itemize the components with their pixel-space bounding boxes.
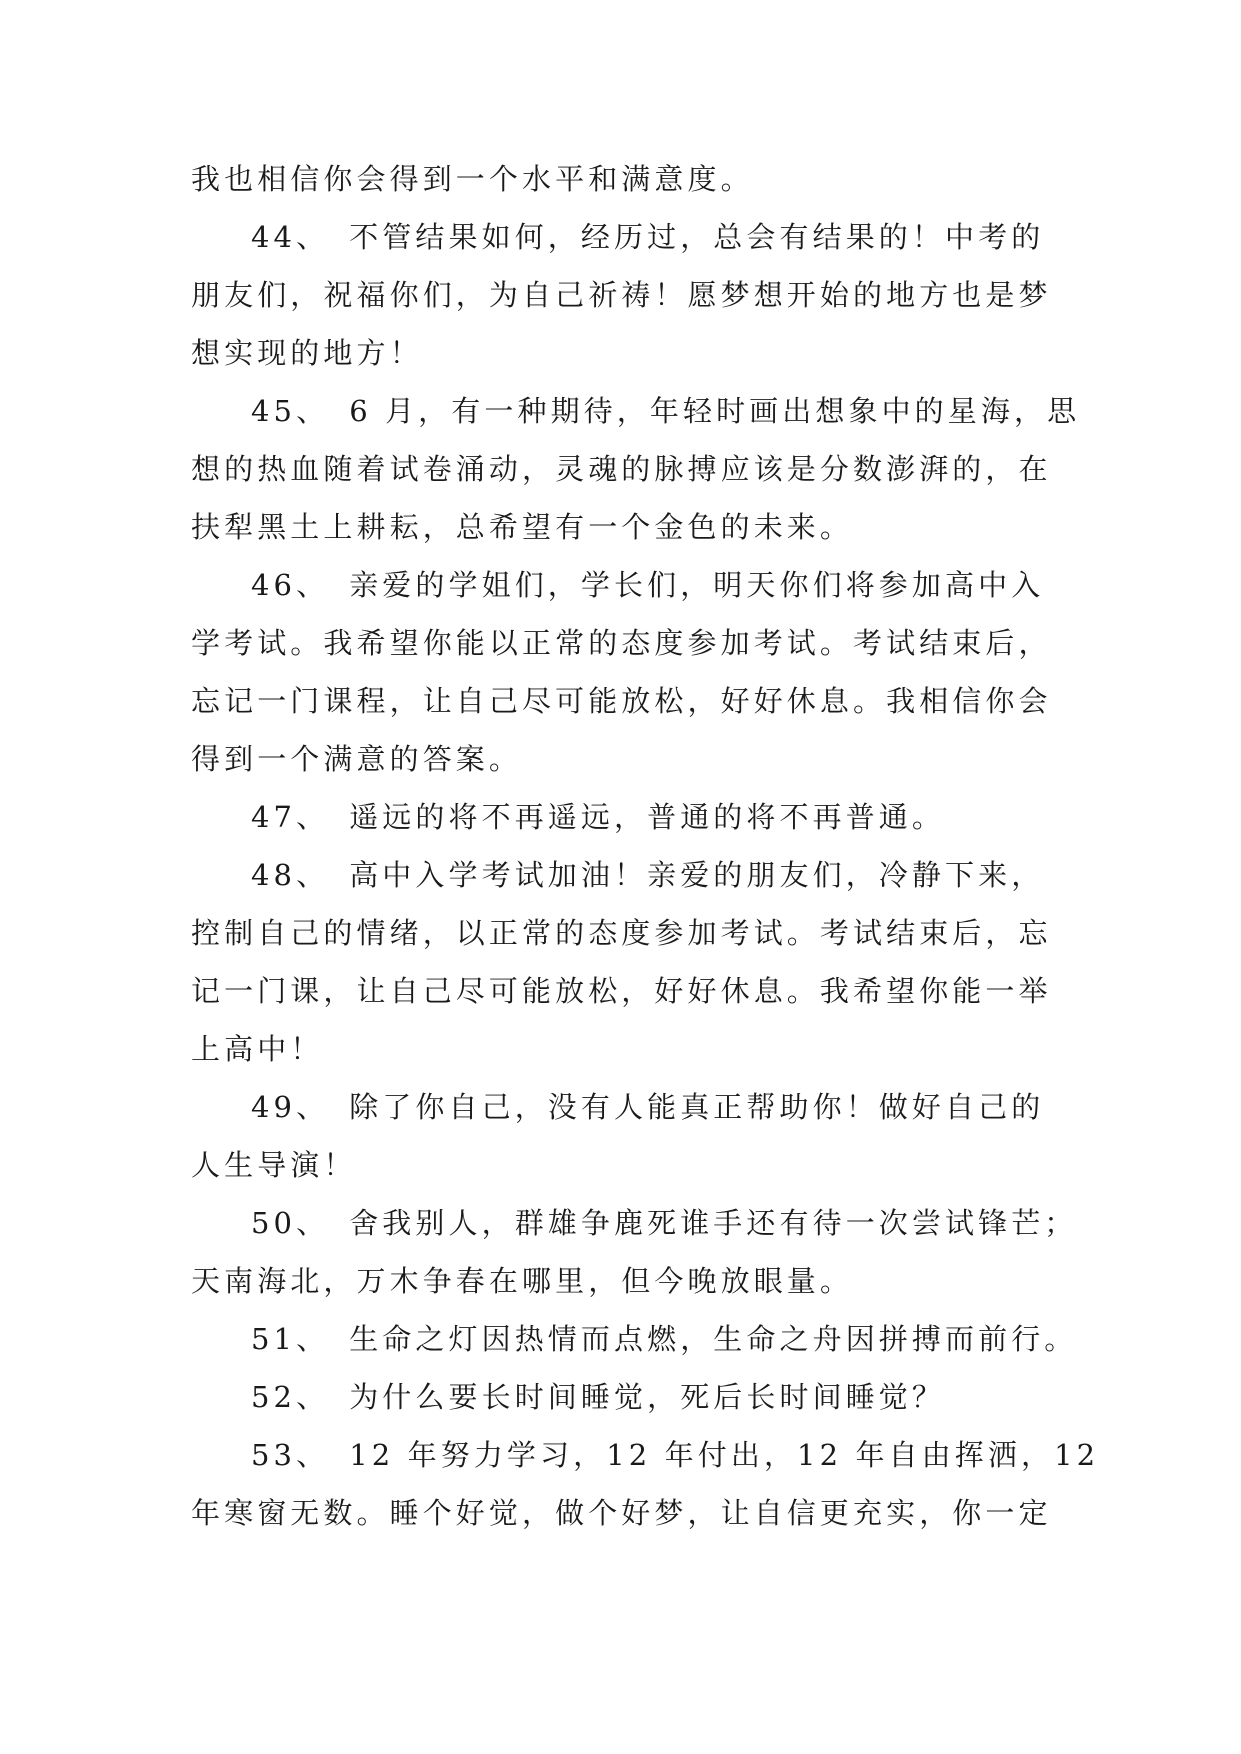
list-item-first-line: [191, 556, 1056, 614]
line-text: 朋友们，祝福你们，为自己祈祷！愿梦想开始的地方也是梦: [191, 278, 1052, 312]
text-line: [191, 440, 1056, 498]
list-item-first-line: [191, 788, 1056, 846]
line-text: 6 月，有一种期待，年轻时画出想象中的星海，思: [349, 394, 1081, 428]
line-text: 不管结果如何，经历过，总会有结果的！中考的: [349, 220, 1045, 254]
line-text: 为什么要长时间睡觉，死后长时间睡觉？: [349, 1380, 946, 1414]
text-line: [191, 150, 1056, 208]
item-number: 44、: [251, 220, 330, 254]
list-item-first-line: [191, 1194, 1078, 1252]
text-line: [191, 730, 1056, 788]
line-text: 控制自己的情绪，以正常的态度参加考试。考试结束后，忘: [191, 916, 1052, 950]
line-text: 遥远的将不再遥远，普通的将不再普通。: [349, 800, 946, 834]
item-number: 45、: [251, 394, 330, 428]
list-item-first-line: [191, 1368, 1056, 1426]
item-number: 50、: [251, 1206, 330, 1240]
line-text: 12 年努力学习，12 年付出，12 年自由挥洒，12: [349, 1438, 1100, 1472]
line-text: 上高中！: [191, 1032, 324, 1066]
line-text: 人生导演！: [191, 1148, 357, 1182]
item-number: 52、: [251, 1380, 330, 1414]
line-text: 忘记一门课程，让自己尽可能放松，好好休息。我相信你会: [191, 684, 1052, 718]
text-line: [191, 266, 1056, 324]
item-number: 47、: [251, 800, 330, 834]
list-item-first-line: [191, 846, 1056, 904]
item-number: 48、: [251, 858, 330, 892]
line-text: 生命之灯因热情而点燃，生命之舟因拼搏而前行。: [349, 1322, 1078, 1356]
line-text: 学考试。我希望你能以正常的态度参加考试。考试结束后，: [191, 626, 1052, 660]
item-number: 51、: [251, 1322, 330, 1356]
line-text: 得到一个满意的答案。: [191, 742, 523, 776]
text-line: [191, 962, 1056, 1020]
line-text: 天南海北，万木争春在哪里，但今晚放眼量。: [191, 1264, 854, 1298]
line-text: 高中入学考试加油！亲爱的朋友们，冷静下来，: [349, 858, 1045, 892]
item-number: 53、: [251, 1438, 330, 1472]
text-line: [191, 1252, 1056, 1310]
line-text: 记一门课，让自己尽可能放松，好好休息。我希望你能一举: [191, 974, 1052, 1008]
line-text: 扶犁黑土上耕耘，总希望有一个金色的未来。: [191, 510, 854, 544]
line-text: 舍我别人，群雄争鹿死谁手还有待一次尝试锋芒；: [349, 1206, 1078, 1240]
list-item-first-line: [191, 1310, 1078, 1368]
text-line: [191, 1020, 1056, 1078]
line-text: 亲爱的学姐们，学长们，明天你们将参加高中入: [349, 568, 1045, 602]
line-text: 想的热血随着试卷涌动，灵魂的脉搏应该是分数澎湃的，在: [191, 452, 1052, 486]
text-line: [191, 672, 1056, 730]
line-text: 想实现的地方！: [191, 336, 423, 370]
line-text: 年寒窗无数。睡个好觉，做个好梦，让自信更充实，你一定: [191, 1496, 1052, 1530]
line-text: 我也相信你会得到一个水平和满意度。: [191, 162, 754, 196]
text-line: [191, 324, 1056, 382]
item-number: 46、: [251, 568, 330, 602]
text-line: [191, 1136, 1056, 1194]
list-item-first-line: [191, 208, 1056, 266]
item-number: 49、: [251, 1090, 330, 1124]
line-text: 除了你自己，没有人能真正帮助你！做好自己的: [349, 1090, 1045, 1124]
text-line: [191, 498, 1056, 556]
text-line: [191, 614, 1056, 672]
list-item-first-line: [191, 1426, 1100, 1484]
list-item-first-line: [191, 1078, 1056, 1136]
text-line: [191, 1484, 1056, 1542]
document-body: [191, 150, 1100, 1542]
text-line: [191, 904, 1056, 962]
list-item-first-line: [191, 382, 1081, 440]
